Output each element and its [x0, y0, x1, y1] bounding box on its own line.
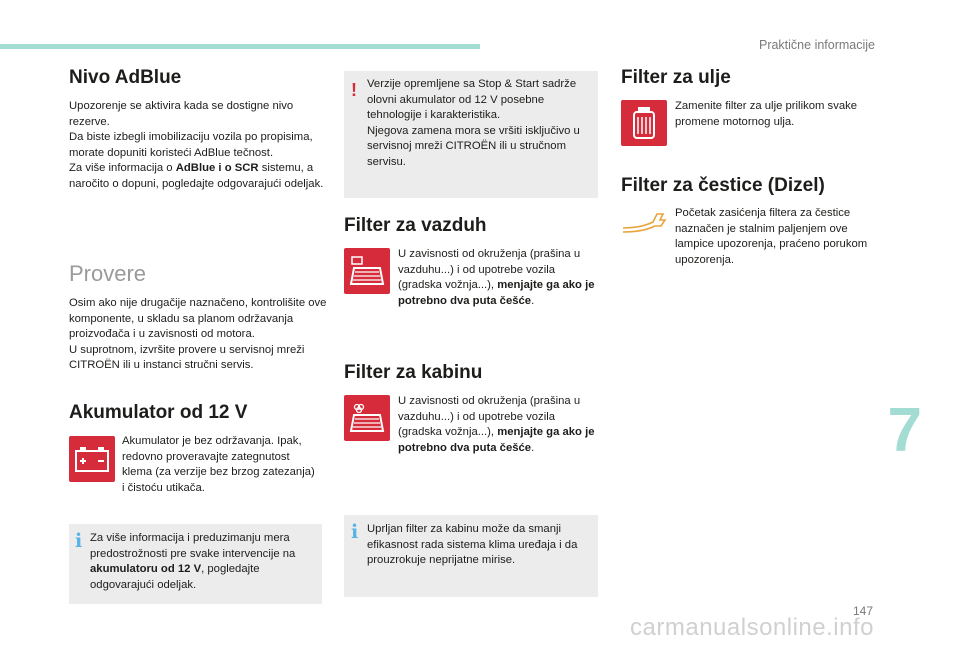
kabina-title: Filter za kabinu	[344, 362, 483, 383]
section-header: Praktične informacije	[758, 38, 875, 52]
air-filter-icon	[344, 248, 390, 294]
kabina-info-text: Uprljan filter za kabinu može da smanji efikasnost rada sistema klima uređaja i da prouzrokuje neprijatne mirise.	[367, 523, 578, 567]
akumulator-text: Akumulator je bez održavanja. Ipak, redovno proveravajte zategnutost klema (za verzije bez brzog zatezanja) i čistoću utikača.	[122, 435, 315, 494]
adblue-title: Nivo AdBlue	[69, 67, 182, 88]
vazduh-title: Filter za vazduh	[344, 215, 487, 236]
ulje-text: Zamenite filter za ulje prilikom svake promene motornog ulja.	[675, 100, 858, 128]
provere-text	[69, 296, 327, 374]
page-number: 147	[852, 604, 873, 618]
provere-p2: U suprotnom, izvršite provere u servisnoj mreži CITROËN ili u instanci stručni servis.	[69, 343, 305, 372]
adblue-p1: Upozorenje se aktivira kada se dostigne nivo rezerve.	[69, 100, 294, 128]
stopstart-warning-l2: Njegova zamena mora se vršiti isključivo u servisnoj mreži CITROËN ili u stručnom servisu.	[367, 124, 580, 168]
stopstart-warning-box	[344, 71, 598, 198]
stopstart-warning-text	[367, 77, 593, 171]
adblue-p2: Da biste izbegli imobilizaciju vozila po propisima, morate dopuniti koristeći AdBlue tečnost.	[69, 131, 313, 159]
watermark: carmanualsonline.info	[630, 614, 874, 641]
ulje-title: Filter za ulje	[621, 67, 731, 88]
akumulator-title: Akumulator od 12 V	[69, 402, 248, 423]
particle-filter-warning-icon	[621, 208, 667, 239]
warning-exclamation-icon: !	[351, 80, 357, 100]
provere-title: Provere	[69, 261, 147, 286]
info-icon: i	[75, 530, 83, 552]
vazduh-text: U zavisnosti od okruženja (prašina u vazduhu...) i od upotrebe vozila (gradska vožnja...), menjajte ga ako je potrebno dva puta češće.	[398, 248, 595, 307]
akumulator-info-text: Za više informacija i preduzimanju mera predostrožnosti pre svake intervencije na akumulatoru od 12 V, pogledajte odgovarajući odeljak.	[90, 532, 296, 591]
header-accent-bar	[0, 44, 480, 49]
akumulator-info-box	[69, 524, 322, 604]
cestice-text: Početak zasićenja filtera za čestice naznačen je stalnim paljenjem ove lampice upozorenja, praćeno porukom upozorenja.	[675, 207, 868, 266]
provere-p1: Osim ako nije drugačije naznačeno, kontrolišite ove komponente, u skladu sa planom održavanja proizvođača i u zavisnosti od motora.	[69, 297, 327, 341]
kabina-info-box	[344, 515, 598, 597]
battery-icon	[69, 436, 115, 482]
info-icon: i	[351, 521, 359, 543]
cabin-filter-icon	[344, 395, 390, 441]
kabina-text: U zavisnosti od okruženja (prašina u vazduhu...) i od upotrebe vozila (gradska vožnja...), menjajte ga ako je potrebno dva puta češće.	[398, 395, 595, 454]
oil-filter-icon	[621, 100, 667, 146]
chapter-number: 7	[887, 396, 922, 465]
cestice-title: Filter za čestice (Dizel)	[621, 175, 825, 196]
adblue-text	[69, 99, 324, 193]
stopstart-warning-l1: Verzije opremljene sa Stop & Start sadrže olovni akumulator od 12 V posebne tehnologije i karakteristika.	[367, 78, 577, 122]
adblue-p3: Za više informacija o AdBlue i o SCR sistemu, a naročito o dopuni, pogledajte odgovarajući odeljak.	[69, 162, 324, 190]
